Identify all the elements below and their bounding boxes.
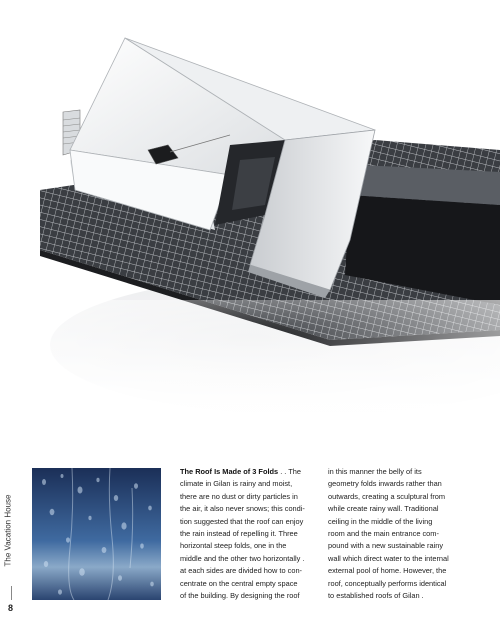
text-line: pound with a new sustainable rainy [328, 541, 444, 551]
text-line: centrate on the central empty space [180, 578, 298, 588]
rain-window-photo [32, 468, 161, 600]
text-line: while create rainy wall. Traditional [328, 504, 439, 514]
body-text-column-2 [328, 466, 488, 602]
text-line: outwards, creating a sculptural from [328, 491, 446, 501]
text-line: middle and the other two horizontally . [180, 553, 305, 563]
text-line: geometry folds inwards rather than [328, 479, 442, 489]
text-line: external pool of home. However, the [328, 566, 447, 576]
text-line: at each sides are divided how to con- [180, 566, 303, 576]
side-rule [11, 586, 12, 600]
text-line: climate in Gilan is rainy and moist, [180, 479, 293, 489]
text-line: wall which direct water to the internal [328, 553, 449, 563]
section-heading: The Roof Is Made of 3 Folds [180, 467, 279, 476]
side-running-title-text: The Vacation House [3, 494, 13, 567]
page-number: 8 [8, 603, 14, 613]
text-line: horizontal steep folds, one in the [180, 541, 287, 551]
text-line: room and the main entrance com- [328, 529, 439, 539]
text-line: the air, it also never snows; this condi- [180, 504, 305, 514]
text-line: in this manner the belly of its [328, 467, 422, 476]
text-line: roof, conceptually performs identical [328, 578, 447, 588]
body-text-column-1: The Roof Is Made of 3 Folds . . The climate in Gilan is rainy and moist, there are no dust or dirty particles in the air, it also never snows; this condi- tion suggested that the roof can enjoy the rain instead of repelling it. Three horizontal steep folds, one in the middle and the other two horizontally . at each sides are divided how to con- centrate on the central empty space of the building. By designing the roof [180, 466, 320, 602]
text-line: the rain instead of repelling it. Three [180, 529, 298, 539]
text-line: ceiling in the middle of the living [328, 516, 433, 526]
side-running-title [0, 478, 16, 588]
text-line: of the building. By designing the roof [180, 591, 300, 601]
text-line: tion suggested that the roof can enjoy [180, 516, 304, 526]
text-line: to established roofs of Gilan . [328, 591, 424, 601]
text-line: there are no dust or dirty particles in [180, 491, 298, 501]
